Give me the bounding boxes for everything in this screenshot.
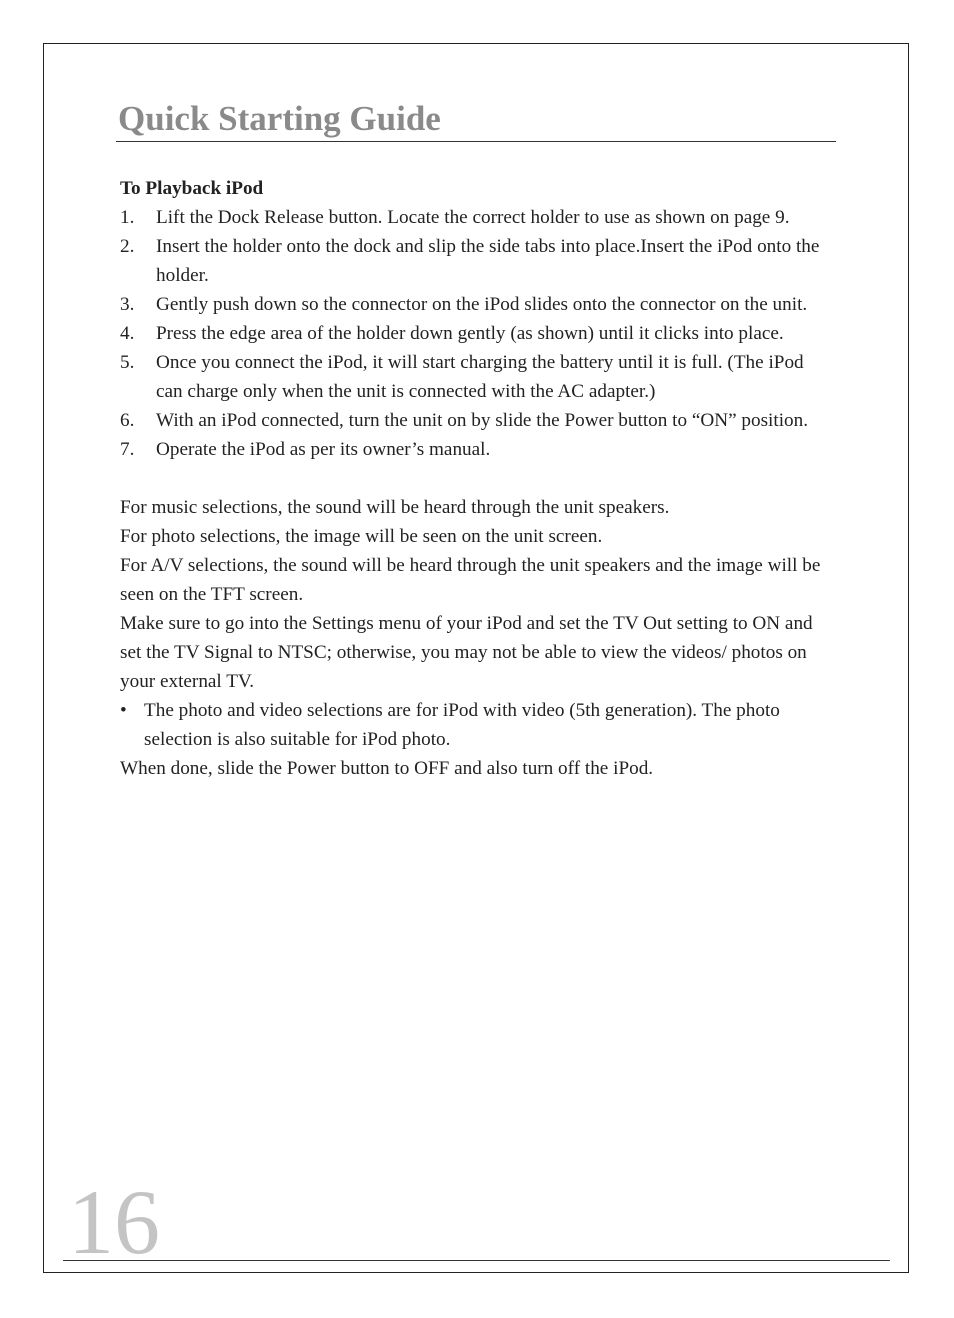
step-text: Gently push down so the connector on the iPod slides onto the connector on the unit. [156,294,808,315]
page-title: Quick Starting Guide [118,99,441,138]
step-text: Insert the holder onto the dock and slip the side tabs into place.Insert the iPod onto the holder. [156,236,820,286]
step-text: Press the edge area of the holder down gently (as shown) until it clicks into place. [156,323,784,344]
step-number: 5. [120,352,135,373]
step-text: Operate the iPod as per its owner’s manual. [156,439,491,460]
list-item [120,203,835,232]
section-heading: To Playback iPod [120,178,264,199]
step-number: 6. [120,410,135,431]
steps-list [120,203,835,464]
list-item [120,696,835,754]
title-divider [116,141,836,142]
photo-note: For photo selections, the image will be seen on the unit screen. [120,526,603,547]
list-item [120,290,835,319]
document-body [120,174,835,783]
page-number: 16 [68,1171,160,1273]
list-item [120,348,835,406]
step-number: 2. [120,236,135,257]
bullet-list [120,696,835,754]
paragraph-spacer [120,464,835,493]
settings-note: Make sure to go into the Settings menu of your iPod and set the TV Out setting to ON and set the TV Signal to NTSC; otherwise, you may not be able to view the videos/ photos on your external TV. [120,613,813,692]
bullet-mark: • [120,700,127,721]
list-item [120,232,835,290]
step-text: Lift the Dock Release button. Locate the correct holder to use as shown on page 9. [156,207,790,228]
list-item [120,435,835,464]
step-number: 7. [120,439,135,460]
list-item [120,319,835,348]
step-text: Once you connect the iPod, it will start charging the battery until it is full. (The iPod can charge only when the unit is connected with the AC adapter.) [156,352,804,402]
av-note: For A/V selections, the sound will be heard through the unit speakers and the image will be seen on the TFT screen. [120,555,821,605]
step-text: With an iPod connected, turn the unit on by slide the Power button to “ON” position. [156,410,809,431]
music-note: For music selections, the sound will be heard through the unit speakers. [120,497,670,518]
step-number: 1. [120,207,135,228]
list-item [120,406,835,435]
footer-divider [63,1260,890,1261]
done-note: When done, slide the Power button to OFF and also turn off the iPod. [120,758,654,779]
step-number: 4. [120,323,135,344]
step-number: 3. [120,294,135,315]
bullet-text: The photo and video selections are for iPod with video (5th generation). The photo selection is also suitable for iPod photo. [144,700,780,750]
